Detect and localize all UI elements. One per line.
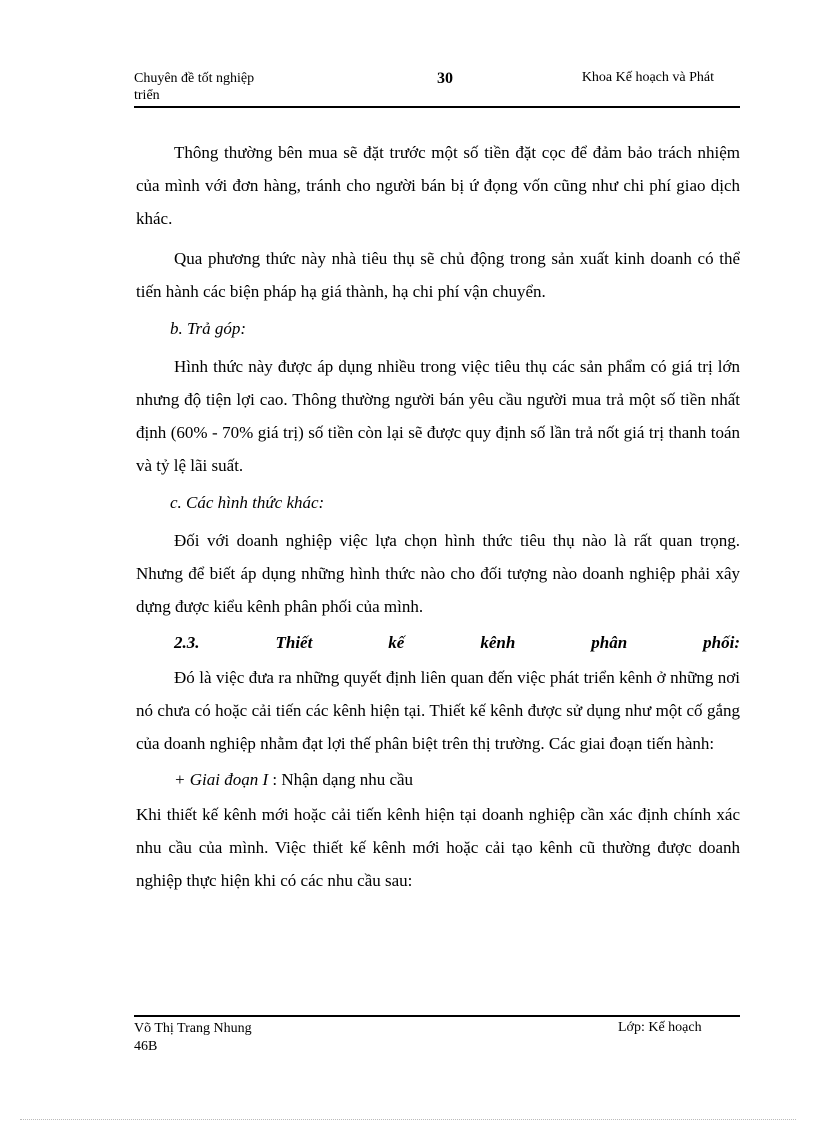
paragraph-installment: Hình thức này được áp dụng nhiều trong việc tiêu thụ các sản phẩm có giá trị lớn nhưng độ tiện lợi cao. Thông thường người bán yêu cầu người mua trả một số tiền nhất định (60% - 70% giá trị) số tiền còn lại sẽ được quy định số lần trả nốt giá trị thanh toán và tỷ lệ lãi suất.: [136, 357, 740, 475]
page-body: [136, 136, 740, 897]
header-left-line2: triển: [134, 88, 160, 103]
footer-rule: [134, 1015, 740, 1017]
section-heading: 2.3. Thiết kế kênh phân phối:: [174, 633, 740, 652]
header-rule: [134, 106, 740, 108]
footer-class-code: 46B: [134, 1039, 158, 1054]
header-left: [134, 70, 254, 104]
phase-text: : Nhận dạng nhu cầu: [272, 770, 414, 789]
header-left-line1: Chuyên đề tốt nghiệp: [134, 71, 255, 86]
subheading-other-forms: c. Các hình thức khác:: [170, 493, 325, 512]
subheading-installment: b. Trả góp:: [170, 319, 247, 338]
page-bottom-divider: [20, 1119, 796, 1120]
footer-left: [134, 1020, 252, 1056]
paragraph-needs: Khi thiết kế kênh mới hoặc cải tiến kênh hiện tại doanh nghiệp cần xác định chính xác nhu cầu của mình. Việc thiết kế kênh mới hoặc cải tạo kênh cũ thường được doanh nghiệp thực hiện khi có các nhu cầu sau:: [136, 805, 740, 890]
footer-author: Võ Thị Trang Nhung: [134, 1021, 252, 1036]
page-header: [134, 70, 740, 110]
phase-label: + Giai đoạn I: [174, 770, 269, 789]
phase-line: [136, 764, 740, 796]
page-number: 30: [437, 70, 453, 87]
paragraph-method: Qua phương thức này nhà tiêu thụ sẽ chủ động trong sản xuất kinh doanh có thể tiến hành các biện pháp hạ giá thành, hạ chi phí vận chuyển.: [136, 249, 740, 301]
paragraph-deposit: Thông thường bên mua sẽ đặt trước một số tiền đặt cọc để đảm bảo trách nhiệm của mình với đơn hàng, tránh cho người bán bị ứ đọng vốn cũng như chi phí giao dịch khác.: [136, 143, 740, 228]
footer-right: Lớp: Kế hoạch: [618, 1020, 702, 1035]
paragraph-other-forms: Đối với doanh nghiệp việc lựa chọn hình thức tiêu thụ nào là rất quan trọng. Nhưng để biết áp dụng những hình thức nào cho đối tượng nào doanh nghiệp phải xây dựng được kiểu kênh phân phối của mình.: [136, 531, 740, 616]
paragraph-channel-design: Đó là việc đưa ra những quyết định liên quan đến việc phát triển kênh ở những nơi nó chưa có hoặc cải tiến các kênh hiện tại. Thiết kế kênh được sử dụng như một cố gắng của doanh nghiệp nhằm đạt lợi thế phân biệt trên thị trường. Các giai đoạn tiến hành:: [136, 668, 740, 753]
header-right: Khoa Kế hoạch và Phát: [581, 70, 714, 85]
